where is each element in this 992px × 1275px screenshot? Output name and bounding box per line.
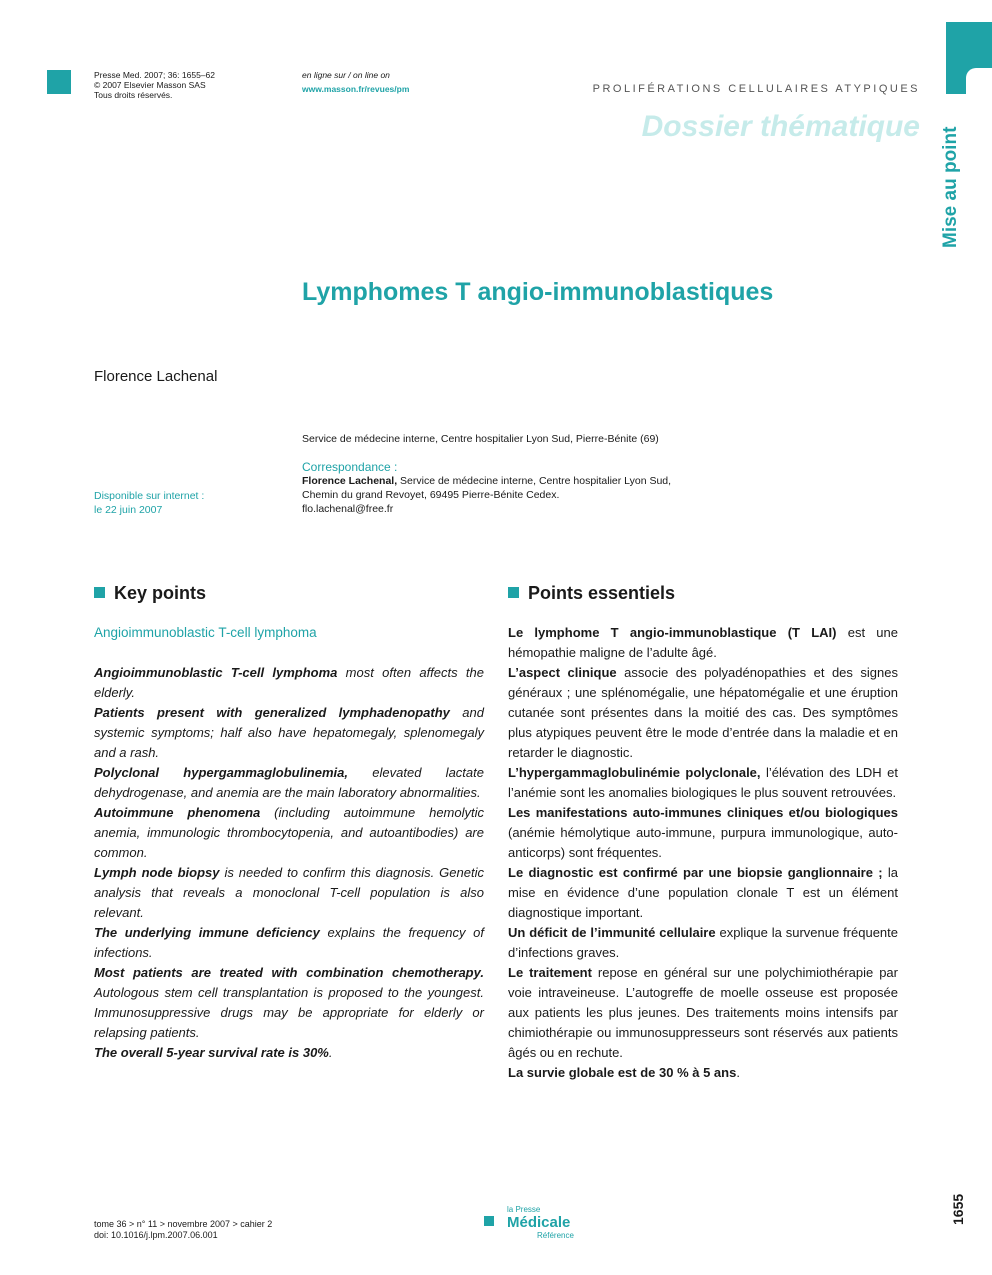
correspondence-address: Chemin du grand Revoyet, 69495 Pierre-Bénite Cedex. (302, 489, 560, 501)
point-essentiel-text: est une hémopathie maligne de l’adulte âgé. (508, 625, 898, 660)
key-point-text: . (328, 1045, 333, 1060)
point-essentiel-text: la mise en évidence d’une population clonale T est un élément diagnostique important. (508, 865, 899, 920)
affiliation: Service de médecine interne, Centre hospitalier Lyon Sud, Pierre-Bénite (69) (302, 433, 659, 445)
point-essentiel-bold: Le traitement (508, 965, 592, 980)
key-points-body (94, 663, 484, 1063)
correspondence-email[interactable]: flo.lachenal@free.fr (302, 503, 394, 515)
correspondence-name: Florence Lachenal, (302, 475, 398, 487)
key-point-text: elevated lactate dehydrogenase, and anemia are the main laboratory abnormalities. (94, 765, 484, 800)
key-point-paragraph (94, 963, 484, 1043)
rights: Tous droits réservés. (94, 90, 173, 100)
key-point-text: explains the frequency of infections. (94, 925, 484, 960)
key-point-paragraph (94, 1043, 484, 1063)
key-point-text: (including autoimmune hemolytic anemia, immunologic thrombocytopenia, and autoantibodies) are common. (94, 805, 484, 860)
point-essentiel-bold: Le lymphome T angio-immunoblastique (T LAI) (508, 625, 837, 640)
point-essentiel-paragraph (508, 663, 898, 763)
running-title: PROLIFÉRATIONS CELLULAIRES ATYPIQUES (592, 83, 920, 95)
point-essentiel-bold: L’hypergammaglobulinémie polyclonale, (508, 765, 761, 780)
logo-line2: Médicale (507, 1214, 571, 1231)
dossier-label: Dossier thématique (641, 110, 920, 143)
key-point-text: and systemic symptoms; half also have hepatomegaly, splenomegaly and a rash. (94, 705, 484, 760)
key-point-text: is needed to confirm this diagnosis. Genetic analysis that reveals a monoclonal T-cell population is also relevant. (94, 865, 484, 920)
correspondence-label: Correspondance : (302, 460, 398, 474)
heading-bullet-icon (508, 587, 519, 598)
point-essentiel-bold: Les manifestations auto-immunes cliniques et/ou biologiques (508, 805, 898, 820)
point-essentiel-paragraph (508, 763, 898, 803)
point-essentiel-bold: L’aspect clinique (508, 665, 617, 680)
key-points-subheading: Angioimmunoblastic T-cell lymphoma (94, 625, 317, 640)
availability (94, 489, 204, 517)
point-essentiel-paragraph (508, 1063, 898, 1083)
key-point-bold: Autoimmune phenomena (94, 805, 261, 820)
online-url[interactable]: www.masson.fr/revues/pm (302, 84, 410, 94)
key-point-bold: Polyclonal hypergammaglobulinemia, (94, 765, 348, 780)
copyright: © 2007 Elsevier Masson SAS (94, 80, 206, 90)
logo-square-icon (484, 1216, 494, 1226)
point-essentiel-paragraph (508, 623, 898, 663)
correspondence-service: Service de médecine interne, Centre hospitalier Lyon Sud, (397, 475, 672, 487)
available-date: le 22 juin 2007 (94, 504, 163, 516)
key-points-heading (94, 583, 206, 604)
header-square-icon (47, 70, 71, 94)
point-essentiel-paragraph (508, 863, 898, 923)
point-essentiel-text: l’élévation des LDH et l’anémie sont les anomalies biologiques le plus souvent retrouvées. (508, 765, 899, 800)
points-essentiels-body (508, 623, 898, 1083)
key-point-paragraph (94, 863, 484, 923)
logo-line1: la Presse (507, 1205, 541, 1214)
journal-info (94, 70, 215, 100)
point-essentiel-text: explique la survenue fréquente d’infections graves. (508, 925, 899, 960)
key-point-text: most often affects the elderly. (94, 665, 484, 700)
online-label: en ligne sur / on line on (302, 70, 390, 80)
correspondence-line1 (302, 474, 671, 488)
key-point-paragraph (94, 663, 484, 703)
point-essentiel-text: associe des polyadénopathies et des signes généraux ; une splénomégalie, une hépatomégalie et une éruption cutanée sont présentes dans la moitié des cas. Des symptômes plus atypiques peuvent être le mode d’entrée dans la maladie et en retarder le diagnostic. (508, 665, 898, 760)
key-point-paragraph (94, 763, 484, 803)
footer-info (94, 1219, 272, 1241)
point-essentiel-bold: La survie globale est de 30 % à 5 ans (508, 1065, 737, 1080)
corner-cut (966, 68, 992, 94)
page-number: 1655 (950, 1193, 966, 1225)
article-title: Lymphomes T angio-immunoblastiques (302, 278, 774, 306)
key-point-bold: Most patients are treated with combination chemotherapy. (94, 965, 484, 980)
key-point-paragraph (94, 803, 484, 863)
correspondence (302, 460, 671, 516)
journal-citation: Presse Med. 2007; 36: 1655–62 (94, 70, 215, 80)
points-essentiels-heading (508, 583, 675, 604)
point-essentiel-bold: Le diagnostic est confirmé par une biopsie ganglionnaire ; (508, 865, 883, 880)
points-essentiels-heading-text: Points essentiels (528, 583, 676, 603)
point-essentiel-text: . (736, 1065, 740, 1080)
point-essentiel-paragraph (508, 923, 898, 963)
issue-info: tome 36 > n° 11 > novembre 2007 > cahier 2 (94, 1219, 273, 1229)
key-point-paragraph (94, 923, 484, 963)
point-essentiel-paragraph (508, 963, 898, 1063)
key-point-bold: Lymph node biopsy (94, 865, 220, 880)
point-essentiel-paragraph (508, 803, 898, 863)
point-essentiel-text: (anémie hémolytique auto-immune, purpura immunologique, auto-anticorps) sont fréquentes. (508, 825, 898, 860)
article-author: Florence Lachenal (94, 368, 218, 385)
point-essentiel-text: repose en général sur une polychimiothérapie par voie intraveineuse. L’autogreffe de moelle osseuse est proposée aux patients les plus jeunes. Des traitements moins intensifs par chimiothérapie ou immunosuppresseurs sont réservés aux patients âgés ou en rechute. (508, 965, 898, 1060)
key-point-text: Autologous stem cell transplantation is proposed to the youngest. Immunosuppressive drugs may be appropriate for elderly or relapsing patients. (94, 985, 484, 1040)
key-points-heading-text: Key points (114, 583, 207, 603)
key-point-bold: Angioimmunoblastic T-cell lymphoma (94, 665, 338, 680)
online-info (302, 70, 409, 94)
key-point-bold: The underlying immune deficiency (94, 925, 320, 940)
side-section-label: Mise au point (940, 126, 961, 248)
logo-line3: Référence (537, 1231, 574, 1240)
heading-bullet-icon (94, 587, 105, 598)
available-label: Disponible sur internet : (94, 490, 205, 502)
key-point-bold: The overall 5-year survival rate is 30% (94, 1045, 329, 1060)
doi: doi: 10.1016/j.lpm.2007.06.001 (94, 1230, 218, 1240)
point-essentiel-bold: Un déficit de l’immunité cellulaire (508, 925, 716, 940)
key-point-paragraph (94, 703, 484, 763)
key-point-bold: Patients present with generalized lymphadenopathy (94, 705, 450, 720)
journal-logo (507, 1204, 574, 1241)
